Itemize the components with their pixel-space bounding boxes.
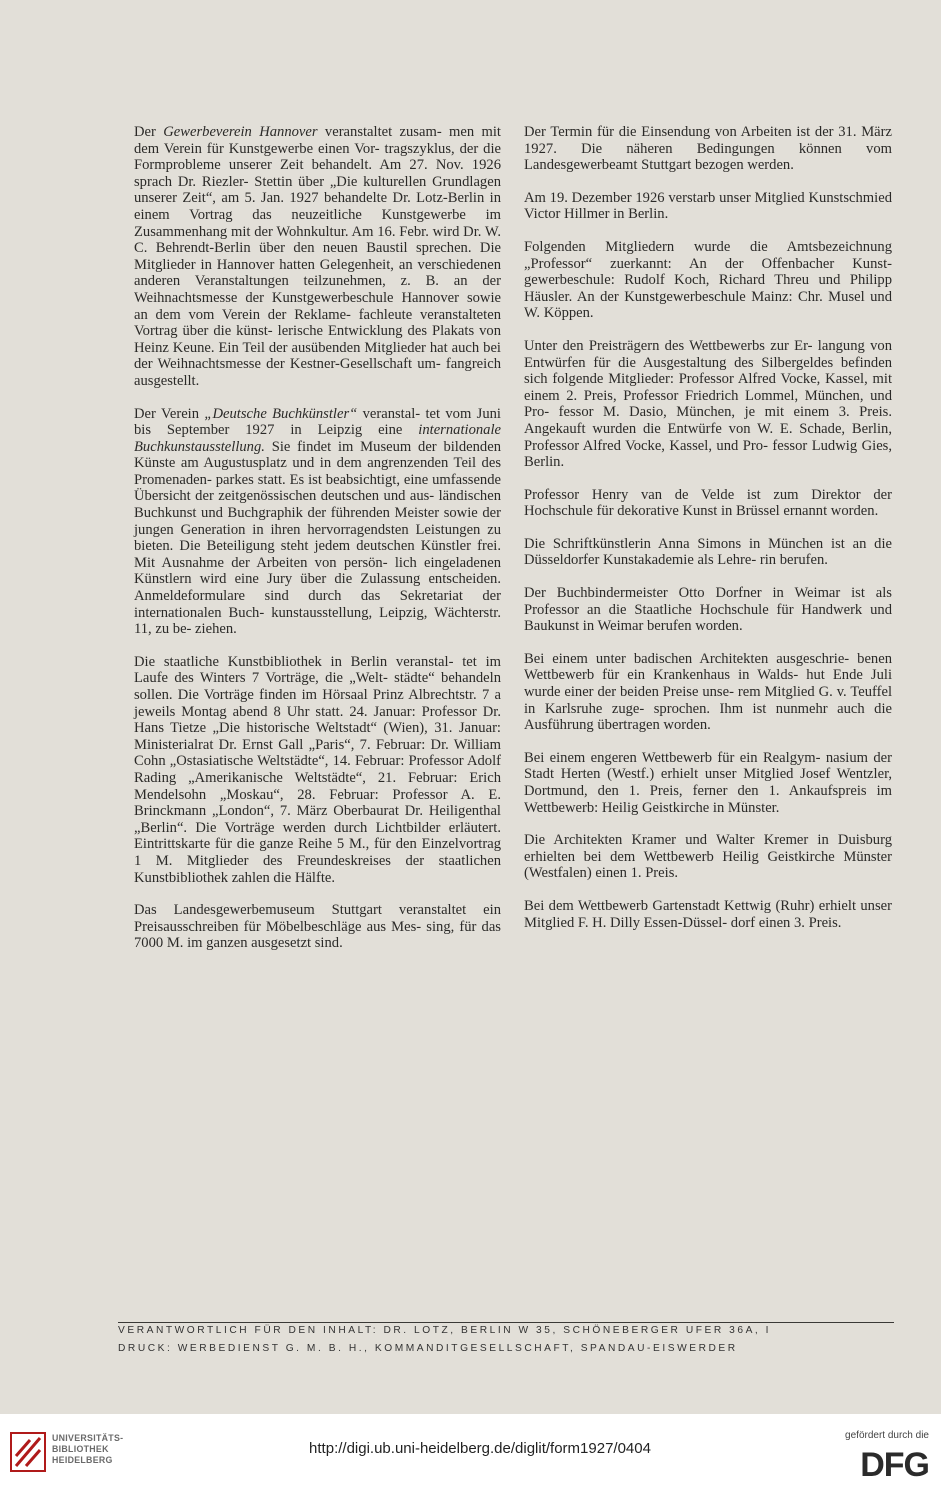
library-name — [52, 1433, 123, 1466]
article-paragraph: Das Landesgewerbemuseum Stuttgart veranstaltet ein Preisausschreiben für Möbelbeschläge aus Mes- sing, für das 7000 M. im ganzen ausgesetzt sind. — [134, 902, 501, 952]
article-paragraph: Bei einem unter badischen Architekten ausgeschrie- benen Wettbewerb für ein Krankenhaus in Walds- hut Ende Juli wurde einer der beiden Preise unse- rem Mitglied G. v. Teuffel in Karlsruhe zuge- sprochen. Ihm ist nunmehr auch die Ausführung übertragen worden. — [524, 650, 892, 734]
article-paragraph: Bei einem engeren Wettbewerb für ein Realgym- nasium der Stadt Herten (Westf.) erhielt unser Mitglied Josef Wentzler, Dortmund, den 1. Preis, ferner den 1. Ankaufspreis im Wettbewerb: Heilig Geistkirche in Münster. — [524, 749, 892, 816]
left-column — [134, 124, 501, 968]
imprint-responsible: VERANTWORTLICH FÜR DEN INHALT: DR. LOTZ, BERLIN W 35, SCHÖNEBERGER UFER 36A, I — [118, 1325, 772, 1336]
article-paragraph: Folgenden Mitgliedern wurde die Amtsbezeichnung „Professor“ zuerkannt: An der Offenbacher Kunst- gewerbeschule: Rudolf Koch, Richard Threu und Philipp Häusler. An der Kunstgewerbeschule Mainz: Chr. Musel und W. Köppen. — [524, 238, 892, 322]
imprint-printer: DRUCK: WERBEDIENST G. M. B. H., KOMMANDITGESELLSCHAFT, SPANDAU-EISWERDER — [118, 1343, 738, 1354]
footer-bar — [0, 1414, 941, 1487]
article-paragraph: Die Architekten Kramer und Walter Kremer in Duisburg erhielten bei dem Wettbewerb Heilig Geistkirche Münster (Westfalen) einen 1. Preis. — [524, 832, 892, 882]
article-paragraph: Der Termin für die Einsendung von Arbeiten ist der 31. März 1927. Die näheren Bedingungen können vom Landesgewerbeamt Stuttgart bezogen werden. — [524, 124, 892, 174]
article-paragraph: Der Verein „Deutsche Buchkünstler“ veranstal- tet vom Juni bis September 1927 in Leipzig eine internationale Buchkunstausstellung. Sie findet im Museum der bildenden Künste am Augustusplatz und in dem angrenzenden Teil des Promenaden- parkes statt. Es ist beabsichtigt, eine umfassende Übersicht der zeitgenössischen deutschen und aus- ländischen Buchkunst und Buchgraphik der führenden Meister sowie der jungen Generation in ihren hervorragendsten Leistungen zu bieten. Die Beteiligung steht jedem deutschen Künstler frei. Mit Ausnahme der Arbeiten von persön- lich eingeladenen Künstlern wird eine Jury über die Zulassung entscheiden. Anmeldeformulare sind durch das Sekretariat der internationalen Buch- kunstausstellung, Leipzig, Wächterstr. 11, zu be- ziehen. — [134, 405, 501, 638]
library-logo[interactable] — [10, 1430, 220, 1474]
library-emblem-icon — [10, 1432, 46, 1472]
library-name-line: BIBLIOTHEK — [52, 1444, 109, 1454]
article-paragraph: Der Buchbindermeister Otto Dorfner in Weimar ist als Professor an die Staatliche Hochschule für Handwerk und Baukunst in Weimar berufen worden. — [524, 585, 892, 635]
dfg-logo[interactable]: DFG — [860, 1446, 929, 1484]
imprint-rule — [118, 1322, 894, 1323]
article-paragraph: Bei dem Wettbewerb Gartenstadt Kettwig (Ruhr) erhielt unser Mitglied F. H. Dilly Essen-Düssel- dorf einen 3. Preis. — [524, 897, 892, 931]
article-paragraph: Am 19. Dezember 1926 verstarb unser Mitglied Kunstschmied Victor Hillmer in Berlin. — [524, 189, 892, 223]
permalink-url[interactable]: http://digi.ub.uni-heidelberg.de/diglit/form1927/0404 — [309, 1440, 651, 1457]
article-paragraph: Die Schriftkünstlerin Anna Simons in München ist an die Düsseldorfer Kunstakademie als Lehre- rin berufen. — [524, 535, 892, 569]
article-paragraph: Die staatliche Kunstbibliothek in Berlin veranstal- tet im Laufe des Winters 7 Vorträge, die „Welt- städte“ behandeln sollen. Die Vorträge finden im Hörsaal Prinz Albrechtstr. 7 a jeweils Montag abend 8 Uhr statt. 24. Januar: Professor Dr. Hans Tietze „Die historische Weltstadt“ (Wien), 31. Januar: Ministerialrat Dr. Ernst Gall „Paris“, 7. Februar: Dr. William Cohn „Ostasiatische Weltstädte“, 14. Februar: Professor Adolf Rading „Amerikanische Weltstädte“, 21. Februar: Erich Mendelsohn „Moskau“, 28. Februar: Professor A. E. Brinckmann „London“, 7. März Oberbaurat Dr. Heiligenthal „Berlin“. Die Vorträge werden durch Lichtbilder erläutert. Eintrittskarte für die ganze Reihe 5 M., für den Einzelvortrag 1 M. Mitglieder des Freundeskreises der staatlichen Kunstbibliothek zahlen die Hälfte. — [134, 653, 501, 886]
right-column — [524, 124, 892, 947]
library-name-line: UNIVERSITÄTS- — [52, 1433, 124, 1443]
funded-by-label: gefördert durch die — [845, 1430, 929, 1441]
library-name-line: HEIDELBERG — [52, 1455, 113, 1465]
article-paragraph: Der Gewerbeverein Hannover veranstaltet zusam- men mit dem Verein für Kunstgewerbe einen Vor- tragszyklus, der die Formprobleme unserer Zeit behandelt. Am 27. Nov. 1926 sprach Dr. Riezler- Stettin über „Die kulturellen Grundlagen unserer Zeit“, am 5. Jan. 1927 behandelte Dr. Lotz-Berlin in einem Vortrag das neuzeitliche Kunstgewerbe im Zusammenhang mit der Wohnkultur. Am 16. Febr. wird Dr. W. C. Behrendt-Berlin über den neuen Baustil sprechen. Die Mitglieder in Hannover hatten Gelegenheit, an verschiedenen anderen Veranstaltungen teilzunehmen, z. B. an der Weihnachtsmesse der Kunstgewerbeschule Hannover sowie an dem vom Verein der Reklame- fachleute veranstalteten Vortrag über die künst- lerische Entwicklung des Plakats von Heinz Keune. Ein Teil der ausübenden Mitglieder hat auch bei der Weihnachtsmesse der Kestner-Gesellschaft um- fangreich ausgestellt. — [134, 124, 501, 389]
article-paragraph: Unter den Preisträgern des Wettbewerbs zur Er- langung von Entwürfen für die Ausgestaltung des Silbergeldes befinden sich folgende Mitglieder: Professor Alfred Vocke, Kassel, mit einem 2. Preis, Professor Friedrich Lommel, München, und Pro- fessor M. Dasio, München, je mit einem 3. Preis. Angekauft wurden die Entwürfe von W. E. Schade, Berlin, Professor Alfred Vocke, Kassel, und Pro- fessor Ludwig Gies, Berlin. — [524, 337, 892, 471]
article-paragraph: Professor Henry van de Velde ist zum Direktor der Hochschule für dekorative Kunst in Brüssel ernannt worden. — [524, 486, 892, 520]
